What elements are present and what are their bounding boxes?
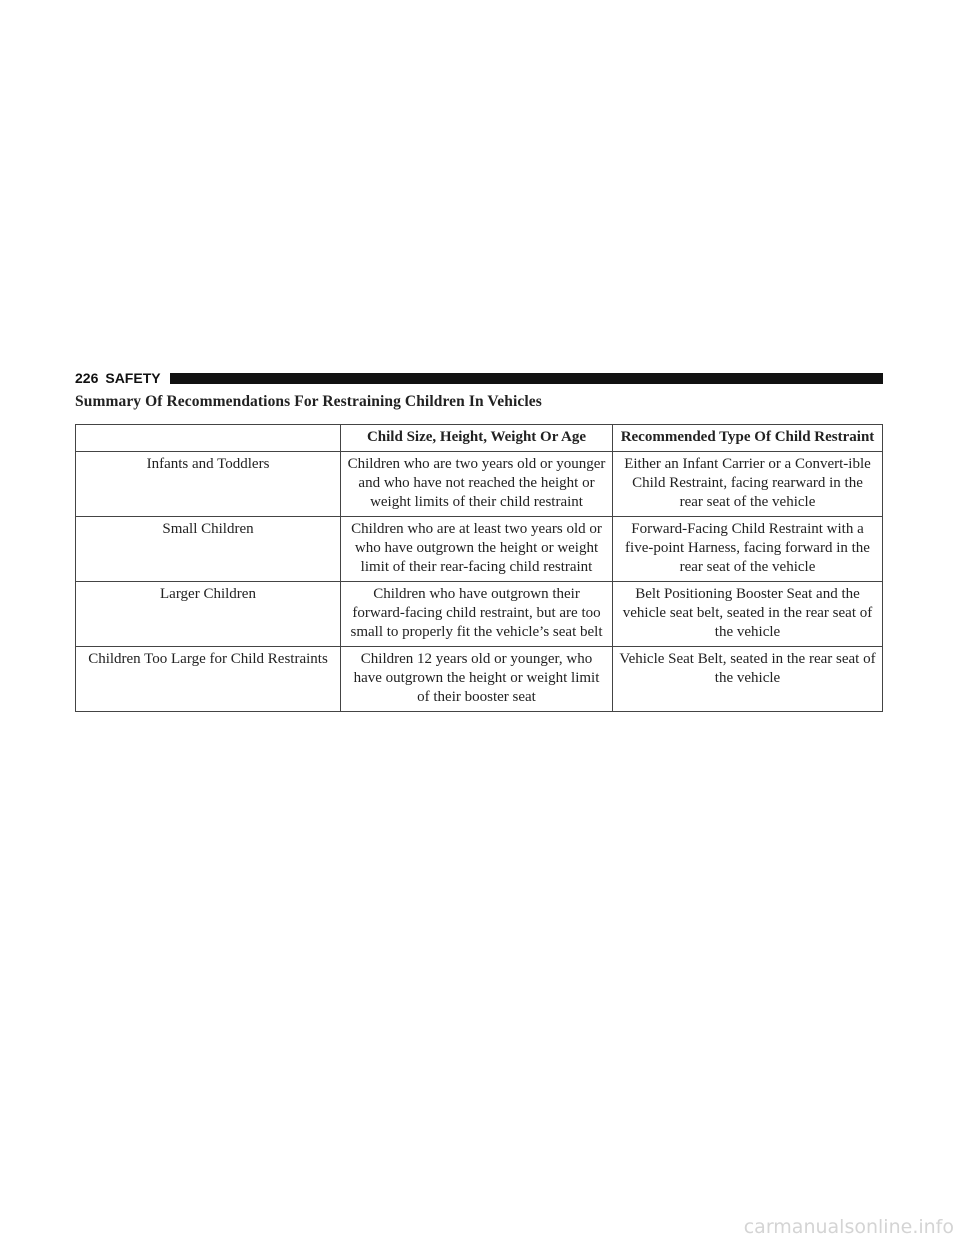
table-cell: Children who are at least two years old or who have outgrown the height or weight limit of their rear-facing child restraint [341, 517, 613, 582]
table-row [76, 647, 883, 712]
table-cell: Either an Infant Carrier or a Convert-ible Child Restraint, facing rearward in the rear seat of the vehicle [613, 452, 883, 517]
column-header [76, 425, 341, 452]
table-cell: Children 12 years old or younger, who have outgrown the height or weight limit of their booster seat [341, 647, 613, 712]
table-cell: Children who have outgrown their forward-facing child restraint, but are too small to properly fit the vehicle’s seat belt [341, 582, 613, 647]
table-cell: Children Too Large for Child Restraints [76, 647, 341, 712]
table-cell: Forward-Facing Child Restraint with a five-point Harness, facing forward in the rear seat of the vehicle [613, 517, 883, 582]
page-header [75, 369, 883, 387]
table-cell: Children who are two years old or younger and who have not reached the height or weight limits of their child restraint [341, 452, 613, 517]
table-cell: Small Children [76, 517, 341, 582]
section-title: Summary Of Recommendations For Restraining Children In Vehicles [75, 393, 542, 410]
page-number: 226 [75, 370, 99, 386]
table-cell: Vehicle Seat Belt, seated in the rear seat of the vehicle [613, 647, 883, 712]
table-cell: Infants and Toddlers [76, 452, 341, 517]
table-row [76, 517, 883, 582]
table-row [76, 452, 883, 517]
watermark-text: carmanualsonline.info [743, 1216, 954, 1238]
recommendations-table [75, 424, 883, 712]
column-header: Recommended Type Of Child Restraint [613, 425, 883, 452]
table-row [76, 582, 883, 647]
column-header: Child Size, Height, Weight Or Age [341, 425, 613, 452]
table-cell: Larger Children [76, 582, 341, 647]
table-header-row [76, 425, 883, 452]
header-rule [170, 373, 883, 384]
section-name: SAFETY [105, 370, 161, 386]
table-cell: Belt Positioning Booster Seat and the vehicle seat belt, seated in the rear seat of the vehicle [613, 582, 883, 647]
